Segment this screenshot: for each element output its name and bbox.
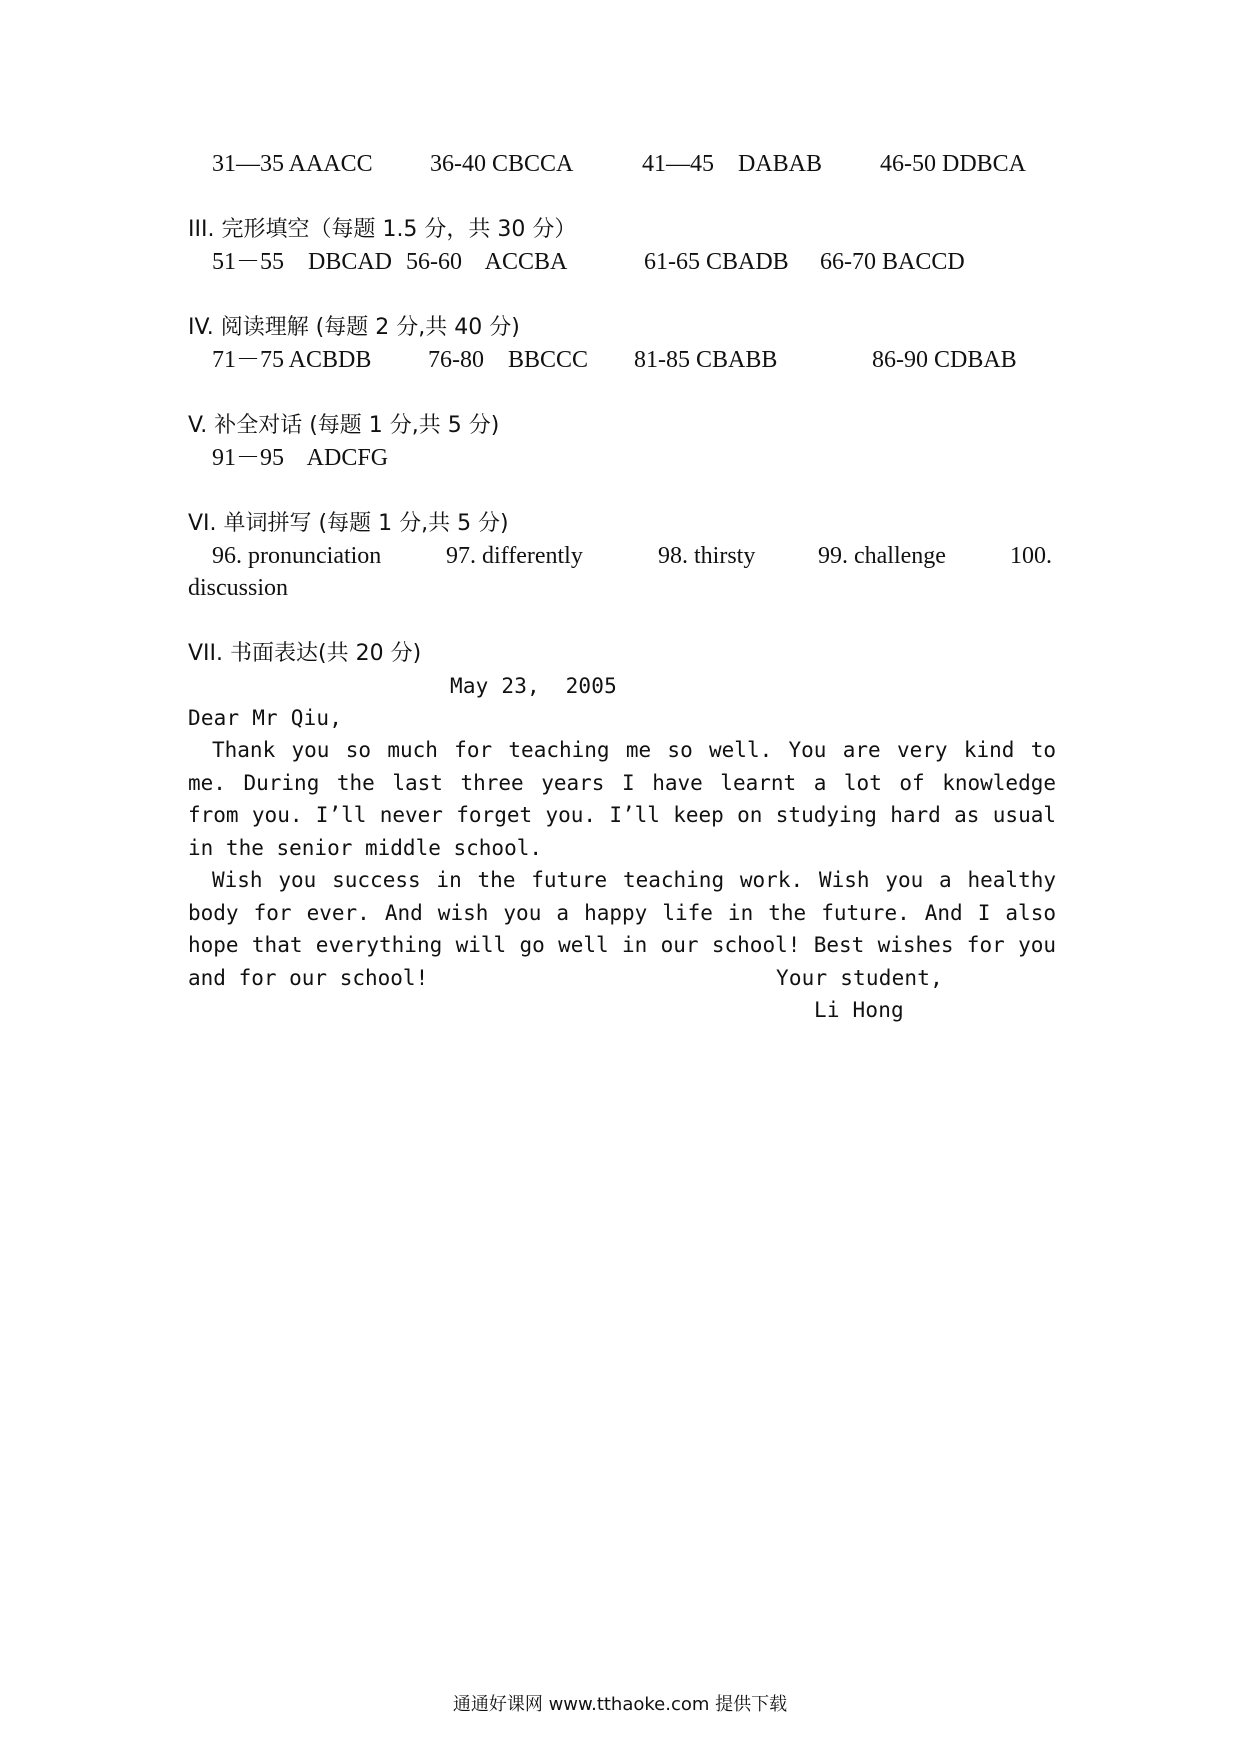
letter-date: May 23, 2005 (450, 674, 617, 698)
answers-31-35: 31—35 AAACC (212, 151, 373, 177)
answers-41-45: 41—45 DABAB (642, 151, 823, 177)
section-vi-heading: VI. 单词拼写 (每题 1 分,共 5 分) (188, 511, 509, 536)
word-98: 98. thirsty (658, 543, 756, 569)
section-v-heading: V. 补全对话 (每题 1 分,共 5 分) (188, 413, 500, 438)
answers-61-65: 61-65 CBADB (644, 249, 789, 275)
letter-closing: Your student, (776, 966, 943, 990)
word-96: 96. pronunciation (212, 543, 382, 569)
word-100-number: 100. (1010, 543, 1052, 569)
letter-signature: Li Hong (814, 998, 904, 1022)
answers-81-85: 81-85 CBABB (634, 347, 778, 373)
answers-46-50: 46-50 DDBCA (880, 151, 1027, 177)
answers-66-70: 66-70 BACCD (820, 249, 965, 275)
answers-86-90: 86-90 CDBAB (872, 347, 1017, 373)
letter-paragraph-2: Wish you success in the future teaching work. Wish you a healthy body for ever. And wish you a happy life in the future. And I also hope that everything will go well in our school! Best wishes for you and for our school! (188, 868, 1056, 990)
answers-36-40: 36-40 CBCCA (430, 151, 574, 177)
section-iv-heading: IV. 阅读理解 (每题 2 分,共 40 分) (188, 315, 520, 340)
letter-body (188, 734, 1056, 994)
page-footer: 通通好课网 www.tthaoke.com 提供下载 (452, 1694, 788, 1715)
section-iii-heading: III. 完形填空（每题 1.5 分，共 30 分） (188, 217, 577, 242)
letter-paragraph-1: Thank you so much for teaching me so well. You are very kind to me. During the last three years I have learnt a lot of knowledge from you. I’ll never forget you. I’ll keep on studying hard as usual in the senior middle school. (188, 738, 1056, 860)
answers-91-95: 91－95 ADCFG (212, 445, 389, 471)
answers-51-55: 51－55 DBCAD (212, 249, 393, 275)
answers-56-60: 56-60 ACCBA (406, 249, 568, 275)
answers-71-75: 71－75 ACBDB (212, 347, 372, 373)
word-97: 97. differently (446, 543, 583, 569)
word-99: 99. challenge (818, 543, 946, 569)
answers-76-80: 76-80 BBCCC (428, 347, 589, 373)
letter-salutation: Dear Mr Qiu, (188, 706, 343, 730)
word-100-text: discussion (188, 575, 289, 601)
section-vii-heading: VII. 书面表达(共 20 分) (188, 641, 422, 666)
